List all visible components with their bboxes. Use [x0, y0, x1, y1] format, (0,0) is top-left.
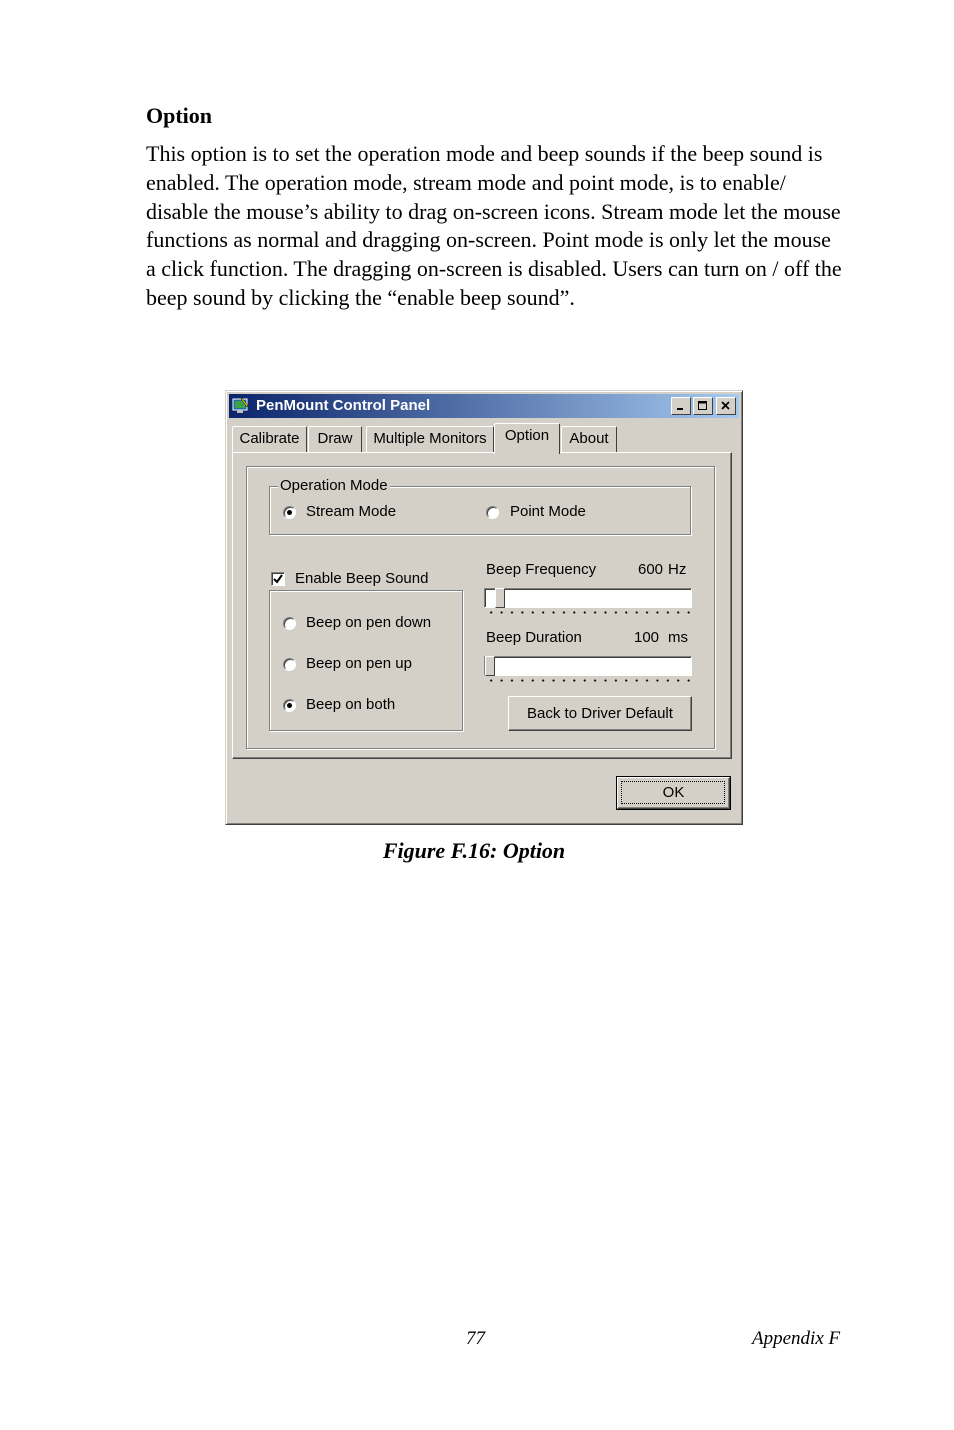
- point-mode-radio[interactable]: [486, 506, 499, 519]
- enable-beep-checkbox[interactable]: [271, 572, 285, 586]
- ok-label: OK: [662, 784, 685, 801]
- beep-duration-ticks: [486, 679, 691, 682]
- beep-frequency-ticks: [486, 611, 691, 614]
- back-to-driver-default-button[interactable]: Back to Driver Default: [508, 696, 692, 731]
- beep-both-radio[interactable]: [283, 699, 296, 712]
- beep-pen-up-label[interactable]: Beep on pen up: [306, 655, 412, 672]
- close-button[interactable]: [716, 397, 736, 415]
- beep-pen-down-label[interactable]: Beep on pen down: [306, 614, 432, 631]
- maximize-button[interactable]: [693, 397, 713, 415]
- beep-frequency-value: 600: [638, 561, 664, 578]
- point-mode-label[interactable]: Point Mode: [510, 503, 586, 520]
- tab-about[interactable]: About: [561, 426, 617, 452]
- beep-both-label[interactable]: Beep on both: [306, 696, 396, 713]
- beep-frequency-slider[interactable]: [484, 588, 692, 608]
- beep-duration-slider[interactable]: [484, 656, 692, 676]
- tab-calibrate[interactable]: Calibrate: [232, 426, 307, 452]
- checkmark-icon: [272, 573, 284, 585]
- section-paragraph: This option is to set the operation mode and beep sounds if the beep sound is enabled. The operation mode, stream mode and point mode, is to enable/ disable the mouse’s ability to drag on-screen icons. Stream mode let the mouse functions as normal and dragging on-screen. Point mode is only let the mouse a click function. The dragging on-screen is disabled. Users can turn on / off the beep sound by clicking the “enable beep sound”.: [146, 141, 842, 310]
- beep-frequency-thumb[interactable]: [495, 588, 505, 608]
- minimize-button[interactable]: [671, 397, 691, 415]
- appendix-label: Appendix F: [752, 1328, 841, 1349]
- maximize-icon: [698, 401, 708, 411]
- ok-button[interactable]: [617, 777, 730, 809]
- tab-draw[interactable]: Draw: [308, 426, 362, 452]
- penmount-control-panel-window: [225, 390, 743, 825]
- beep-frequency-label: Beep Frequency: [486, 561, 597, 578]
- ok-focus-rect: [621, 781, 725, 804]
- title-bar[interactable]: [229, 394, 739, 418]
- beep-duration-unit: ms: [668, 629, 688, 646]
- operation-mode-label: Operation Mode: [280, 477, 388, 494]
- beep-pen-up-radio[interactable]: [283, 658, 296, 671]
- close-icon: [721, 401, 731, 411]
- tab-option[interactable]: Option: [494, 423, 560, 454]
- beep-duration-value: 100: [634, 629, 660, 646]
- window-title: PenMount Control Panel: [256, 397, 431, 414]
- pen-monitor-icon: [232, 397, 250, 415]
- stream-mode-radio[interactable]: [283, 506, 296, 519]
- beep-duration-label: Beep Duration: [486, 629, 582, 646]
- figure-caption: Figure F.16: Option: [382, 838, 566, 863]
- tab-multiple-monitors[interactable]: Multiple Monitors: [366, 426, 494, 452]
- minimize-icon: [676, 401, 686, 411]
- beep-pen-down-radio[interactable]: [283, 617, 296, 630]
- section-heading: Option: [146, 103, 213, 128]
- beep-frequency-unit: Hz: [668, 561, 687, 578]
- beep-duration-thumb[interactable]: [485, 656, 495, 676]
- stream-mode-label[interactable]: Stream Mode: [306, 503, 397, 520]
- page-number: 77: [466, 1328, 485, 1349]
- enable-beep-label[interactable]: Enable Beep Sound: [295, 570, 429, 587]
- option-tab-panel: [232, 452, 732, 759]
